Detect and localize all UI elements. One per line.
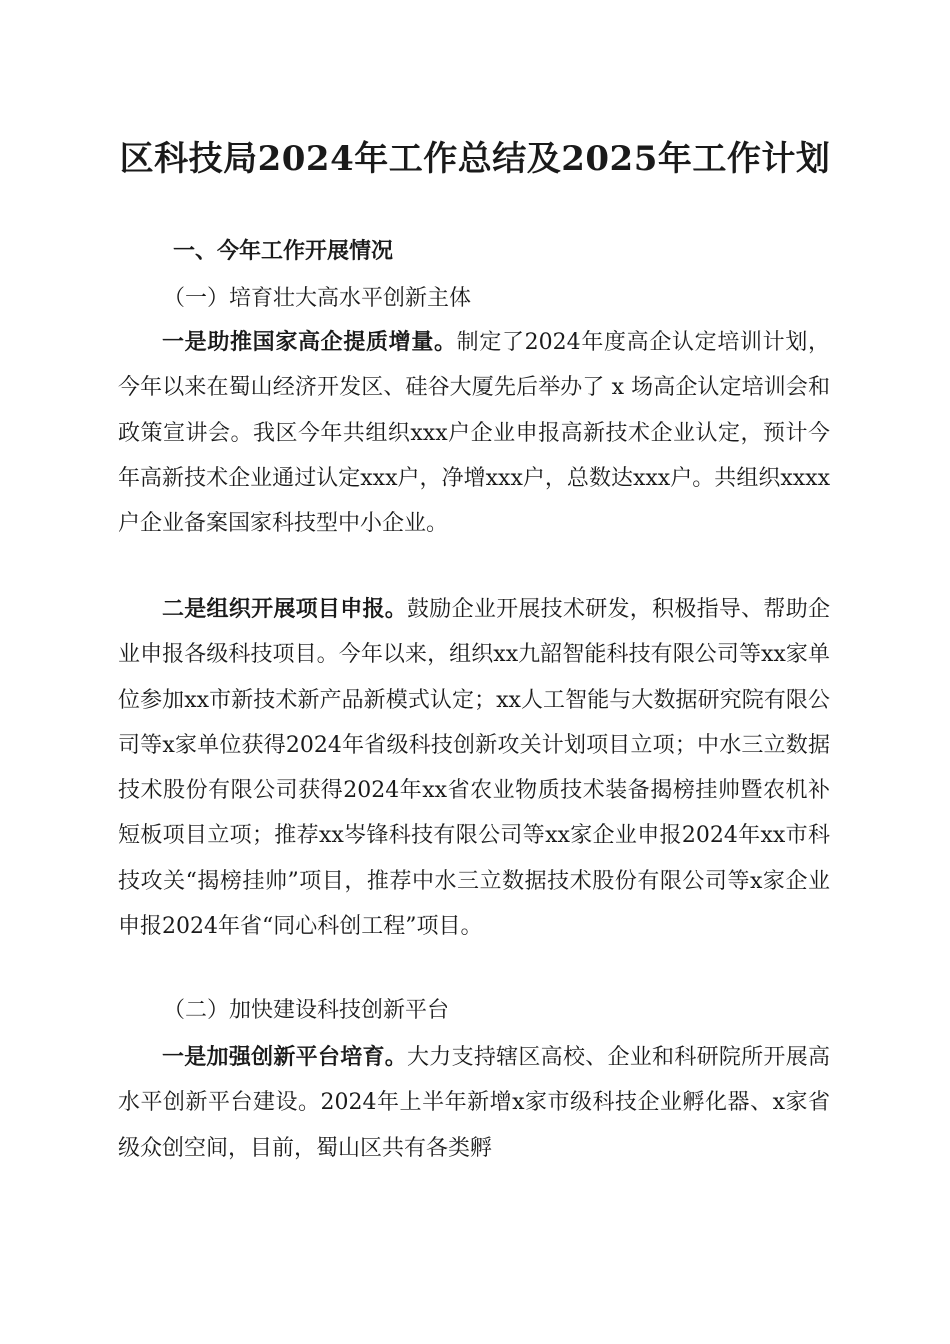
paragraph-3-lead: 一是加强创新平台培育。 bbox=[162, 1044, 408, 1070]
document-title: 区科技局2024年工作总结及2025年工作计划 bbox=[119, 139, 831, 179]
paragraph-1-body: 制定了2024年度高企认定培训计划，今年以来在蜀山经济开发区、硅谷大厦先后举办了 x 场高企认定培训会和政策宣讲会。我区今年共组织xxx户企业申报高新技术企业认定，预计今年高新技术企业通过认定xxx户，净增xxx户，总数达xxx户。共组织xxxx户企业备案国家科技型中小企业。 bbox=[118, 330, 830, 537]
paragraph-1 bbox=[118, 320, 830, 546]
section-heading-1: 一、今年工作开展情况 bbox=[173, 239, 394, 264]
paragraph-2-lead: 二是组织开展项目申报。 bbox=[162, 596, 408, 622]
subsection-heading-2: （二）加快建设科技创新平台 bbox=[163, 998, 450, 1023]
paragraph-2-body: 鼓励企业开展技术研发，积极指导、帮助企业申报各级科技项目。今年以来，组织xx九韶智能科技有限公司等xx家单位参加xx市新技术新产品新模式认定；xx人工智能与大数据研究院有限公司等x家单位获得2024年省级科技创新攻关计划项目立项；中水三立数据技术股份有限公司获得2024年xx省农业物质技术装备揭榜挂帅暨农机补短板项目立项；推荐xx岑锋科技有限公司等xx家企业申报2024年xx市科技攻关“揭榜挂帅”项目，推荐中水三立数据技术股份有限公司等x家企业申报2024年省“同心科创工程”项目。 bbox=[118, 597, 830, 940]
subsection-heading-1: （一）培育壮大高水平创新主体 bbox=[163, 286, 472, 311]
paragraph-2 bbox=[118, 587, 830, 949]
paragraph-3 bbox=[118, 1035, 830, 1171]
paragraph-1-lead: 一是助推国家高企提质增量。 bbox=[162, 329, 457, 355]
paragraph-3-body: 大力支持辖区高校、企业和科研院所开展高水平创新平台建设。2024年上半年新增x家市级科技企业孵化器、x家省级众创空间，目前，蜀山区共有各类孵 bbox=[118, 1045, 830, 1161]
